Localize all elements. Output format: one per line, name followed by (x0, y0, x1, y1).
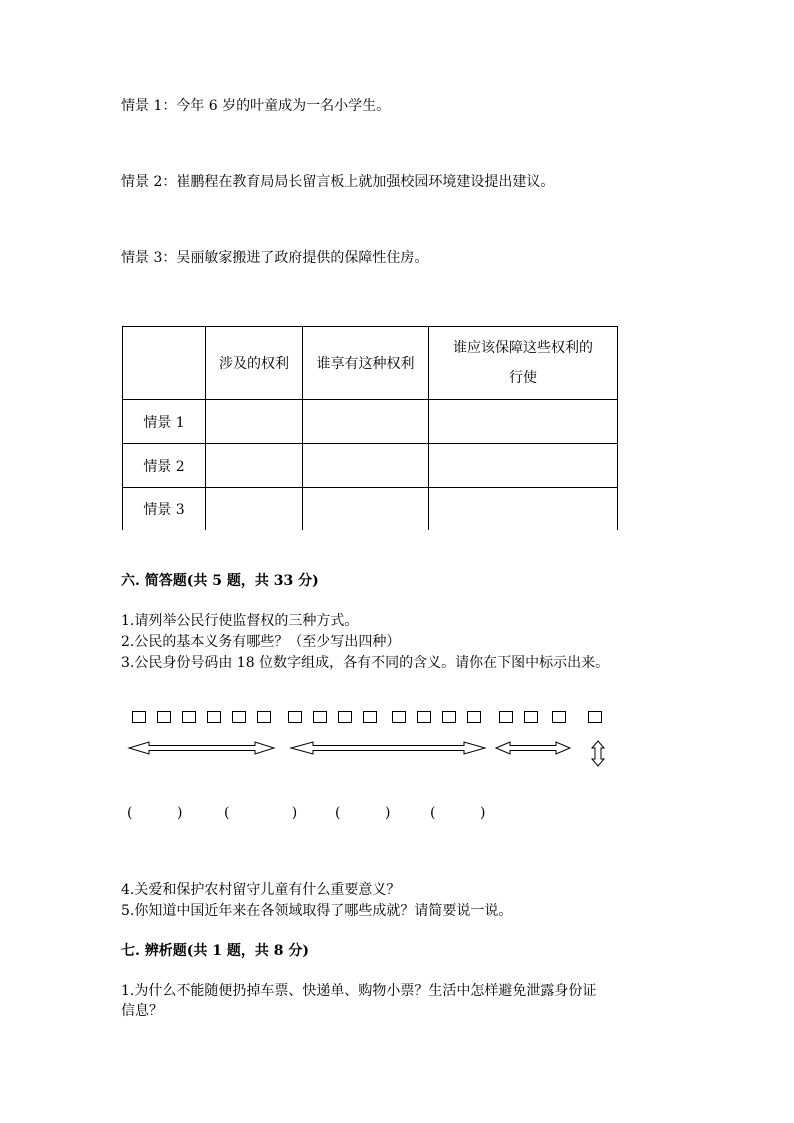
question-6-1: 1.请列举公民行使监督权的三种方式。 (121, 613, 359, 629)
table-corner (123, 327, 206, 400)
question-6-2: 2.公民的基本义务有哪些？（至少写出四种） (121, 634, 401, 650)
answer-blank-2[interactable]: ( ) (224, 805, 298, 821)
row-label: 情景 3 (123, 488, 206, 530)
section7-title: 七. 辨析题(共 1 题，共 8 分) (121, 943, 309, 959)
answer-cell[interactable] (303, 444, 429, 488)
id-digit-box[interactable] (207, 711, 221, 723)
id-digit-box[interactable] (157, 711, 171, 723)
id-digit-box[interactable] (338, 711, 352, 723)
table-row (123, 444, 618, 488)
header-who-guarantees-line2: 行使 (509, 370, 537, 386)
id-segment-arrows (0, 738, 794, 768)
id-digit-box[interactable] (417, 711, 431, 723)
question-6-5: 5.你知道中国近年来在各领域取得了哪些成就？请简要说一说。 (121, 903, 513, 919)
id-digit-box[interactable] (182, 711, 196, 723)
id-digit-box[interactable] (588, 711, 602, 723)
row-label: 情景 2 (123, 444, 206, 488)
answer-cell[interactable] (429, 400, 618, 444)
question-6-4: 4.关爱和保护农村留守儿童有什么重要意义？ (121, 882, 401, 898)
row-label: 情景 1 (123, 400, 206, 444)
answer-blank-3[interactable]: ( ) (335, 805, 391, 821)
id-digit-box[interactable] (467, 711, 481, 723)
id-digit-box[interactable] (552, 711, 566, 723)
header-who-guarantees (429, 327, 618, 400)
header-who-guarantees-line1: 谁应该保障这些权利的 (453, 340, 593, 356)
rights-table (122, 326, 618, 530)
id-digit-box[interactable] (392, 711, 406, 723)
answer-cell[interactable] (303, 488, 429, 530)
id-digit-box[interactable] (442, 711, 456, 723)
id-digit-box[interactable] (313, 711, 327, 723)
scenario-1: 情景 1：今年 6 岁的叶童成为一名小学生。 (121, 98, 391, 114)
answer-cell[interactable] (206, 444, 303, 488)
answer-blank-4[interactable]: ( ) (430, 805, 486, 821)
question-7-1-line1: 1.为什么不能随便扔掉车票、快递单、购物小票？生活中怎样避免泄露身份证 (121, 983, 597, 999)
header-who-enjoys: 谁享有这种权利 (303, 327, 429, 400)
answer-cell[interactable] (206, 488, 303, 530)
question-7-1-line2: 信息？ (121, 1003, 163, 1019)
id-digit-box[interactable] (132, 711, 146, 723)
id-digit-box[interactable] (524, 711, 538, 723)
answer-cell[interactable] (429, 488, 618, 530)
double-arrow-icon (129, 742, 274, 754)
header-rights-involved: 涉及的权利 (206, 327, 303, 400)
id-digit-box[interactable] (363, 711, 377, 723)
vertical-double-arrow-icon (592, 741, 604, 766)
id-digit-box[interactable] (232, 711, 246, 723)
id-digit-box[interactable] (499, 711, 513, 723)
question-6-3: 3.公民身份号码由 18 位数字组成，各有不同的含义。请你在下图中标示出来。 (121, 655, 610, 671)
table-row (123, 488, 618, 530)
answer-cell[interactable] (206, 400, 303, 444)
answer-blank-1[interactable]: ( ) (127, 805, 183, 821)
id-digit-box[interactable] (257, 711, 271, 723)
section6-title: 六. 简答题(共 5 题，共 33 分) (121, 573, 319, 589)
scenario-2: 情景 2：崔鹏程在教育局局长留言板上就加强校园环境建设提出建议。 (121, 174, 555, 190)
id-digit-box[interactable] (288, 711, 302, 723)
answer-cell[interactable] (429, 444, 618, 488)
double-arrow-icon (291, 742, 485, 754)
double-arrow-icon (496, 742, 570, 754)
scenario-3: 情景 3：吴丽敏家搬进了政府提供的保障性住房。 (121, 250, 429, 266)
answer-cell[interactable] (303, 400, 429, 444)
table-row (123, 400, 618, 444)
